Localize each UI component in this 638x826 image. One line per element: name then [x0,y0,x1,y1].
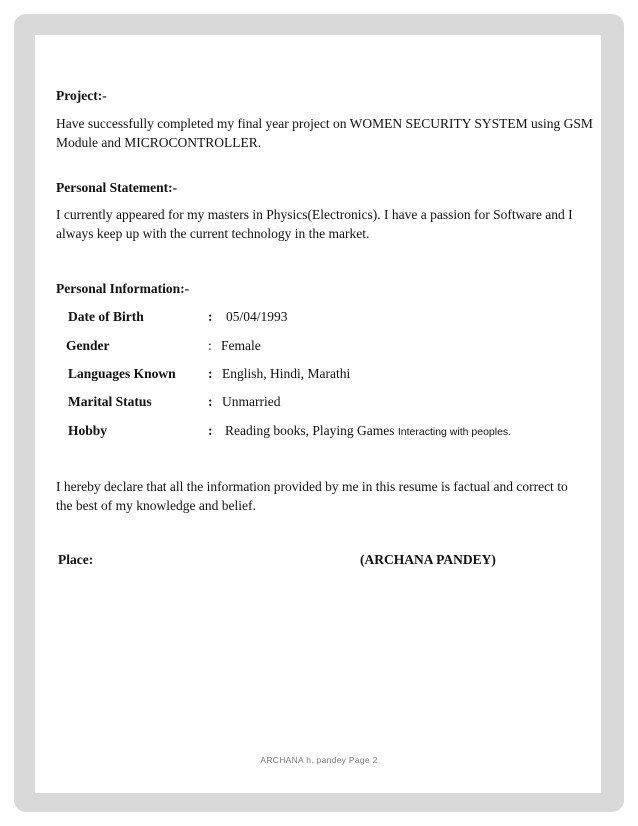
declaration-line-1: I hereby declare that all the information provided by me in this resume is factual and correct to [56,479,568,494]
dob-value: 05/04/1993 [226,309,288,324]
gender-label: Gender [66,338,110,353]
languages-sep: : [208,366,213,381]
project-line-2: Module and MICROCONTROLLER. [56,135,262,150]
hobby-label: Hobby [68,423,108,438]
gender-value: Female [221,338,261,353]
dob-sep: : [208,309,213,324]
marital-sep: : [208,394,213,409]
project-line-1: Have successfully completed my final year project on WOMEN SECURITY SYSTEM using GSM [56,116,593,131]
place-label: Place: [58,552,94,567]
hobby-extra: Interacting with peoples. [397,426,512,438]
languages-label: Languages Known [68,366,176,381]
signature-name: (ARCHANA PANDEY) [360,552,496,567]
statement-heading: Personal Statement:- [56,180,178,195]
project-heading: Project:- [56,88,107,103]
marital-label: Marital Status [68,394,152,409]
languages-value: English, Hindi, Marathi [222,366,351,381]
declaration-line-2: the best of my knowledge and belief. [56,498,256,513]
hobby-value [225,421,511,442]
statement-line-1: I currently appeared for my masters in Physics(Electronics). I have a passion for Software and I [56,207,573,222]
marital-value: Unmarried [222,394,281,409]
gender-sep: : [208,338,212,353]
info-heading: Personal Information:- [56,281,190,296]
dob-label: Date of Birth [68,309,144,324]
page-footer: ARCHANA h. pandey Page 2 [260,755,378,765]
hobby-main: Reading books, Playing Games [225,423,395,438]
hobby-sep: : [208,423,213,438]
statement-line-2: always keep up with the current technology in the market. [56,226,370,241]
